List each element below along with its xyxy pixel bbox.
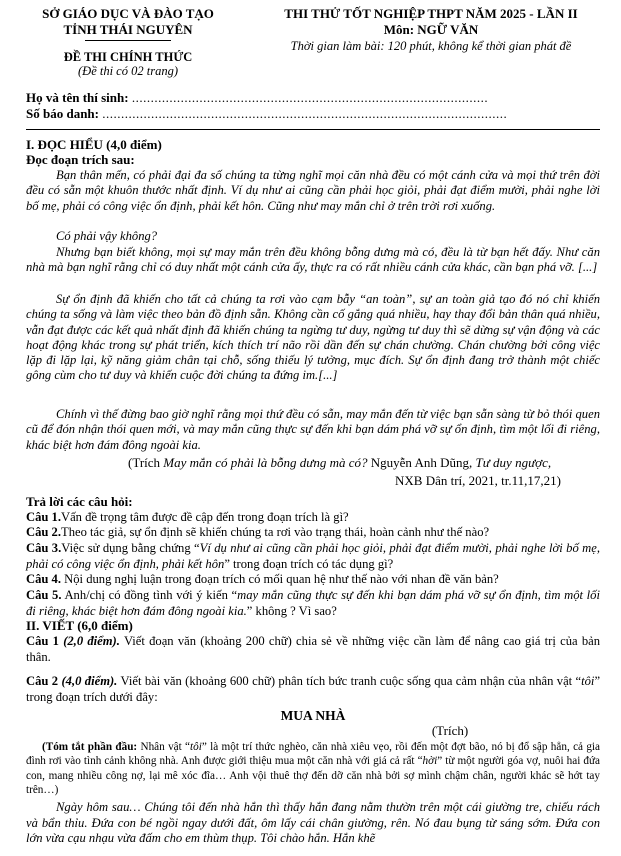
province-name: TỈNH THÁI NGUYÊN bbox=[63, 22, 193, 37]
part2-heading: II. VIẾT (6,0 điểm) bbox=[26, 618, 133, 633]
exam-time: Thời gian làm bài: 120 phút, không kể thời gian phát đề bbox=[290, 39, 572, 53]
source-line-1 bbox=[128, 455, 551, 471]
source-line-2: NXB Dân trí, 2021, tr.11,17,21) bbox=[395, 473, 561, 488]
writing-question-2 bbox=[26, 674, 600, 705]
writing-question-2-text-b: ” trong đoạn trích dưới đây: bbox=[26, 674, 601, 704]
writing-question-2-toi: tôi bbox=[581, 674, 595, 688]
story-paragraph-1: Ngày hôm sau… Chúng tôi đến nhà hắn thì thấy hắn đang nằm thườn trên một cái giường tre, chiếu rách và bẩn thỉu. Đứa con bé ngồi ngay dưới đất, ôm lấy cái chân giường, rên. Nó đau bụng từ sáng sớm. Đứa con lớn vừa cạu nhạu vừa đấm cho em thùm thụp. Tôi chào hắn. Hắn khẽ bbox=[26, 800, 600, 846]
question-4-text: Nội dung nghị luận trong đoạn trích có mối quan hệ như thế nào với nhan đề văn bản? bbox=[64, 572, 499, 586]
summary-text-a: Nhân vật “ bbox=[137, 741, 191, 753]
writing-question-1 bbox=[26, 634, 600, 665]
candidate-name-blank: ............................................................................................... bbox=[131, 90, 489, 105]
subject-label: Môn: NGỮ VĂN bbox=[383, 22, 479, 37]
candidate-id-blank: ............................................................................................................ bbox=[102, 106, 508, 121]
candidate-name-label: Họ và tên thí sinh: bbox=[26, 90, 129, 105]
summary-text-b: ” là một trí thức nghèo, căn nhà xiêu vẹo, rồi đến một đợt bão, nó bị đổ sập hẳn, cả gia đình rơi vào tình cảnh không nhà. Anh được giới thiệu mua một căn nhà với giá cả rất “ bbox=[26, 741, 601, 768]
question-2-text: Theo tác giả, sự ổn định sẽ khiến chúng ta rơi vào trạng thái, hoàn cảnh như thế nào? bbox=[61, 525, 490, 539]
passage-paragraph-4: Sự ổn định đã khiến cho tất cả chúng ta rơi vào cạm bẫy “an toàn”, sự an toàn giả tạo đó nó chỉ khiến chúng ta sống và làm việc theo bản đồ định sẵn. Không cần cố gắng quá nhiều, hay thay đổi bản thân quá nhiều, vẫn đạt được các kết quả nhất định đã khiến chúng ta ngừng tư duy, ngừng tư duy thì sẽ dừng sự vận động và các hoạt động khác trong sự phát triển, kích thích trí não rồi dần đến sự chán chường. Chán chường bởi công việc lặp đi lặp lại, kỹ năng giảm chân tại chỗ, sống thiếu lý tưởng, mục đích. Sự ổn định đang trở thành một chiếc gông cùm cho tư duy và khiến cuộc đời chúng ta đứng im.[...] bbox=[26, 292, 600, 383]
question-2 bbox=[26, 525, 600, 541]
summary-hoi: hời bbox=[422, 755, 438, 768]
question-4-label: Câu 4. bbox=[26, 572, 61, 586]
summary-toi: tôi bbox=[190, 741, 202, 753]
passage-paragraph-1: Bạn thân mến, có phải đại đa số chúng ta từng nghĩ mọi căn nhà đều có một cánh cửa và mọi thứ trên đời đều có sẵn một khuôn thước nhất định. Ví dụ như ai cũng cần phải học giỏi, phải đạt điểm mười, phải nghe lời bố mẹ, phải có công việc ổn định, phải kết hôn. Cũng như may mắn chỉ ở trên trời rơi xuống. bbox=[26, 168, 600, 213]
summary-label: (Tóm tắt phần đầu: bbox=[42, 741, 138, 753]
header-divider bbox=[26, 129, 600, 130]
candidate-id-label: Số báo danh: bbox=[26, 106, 99, 121]
source-title: May mắn có phải là bỗng dưng mà có? bbox=[163, 455, 368, 470]
writing-question-2-text-a: Viết bài văn (khoảng 600 chữ) phân tích bức tranh cuộc sống qua cảm nhận của nhân vật “ bbox=[120, 674, 582, 688]
question-3-label: Câu 3. bbox=[26, 541, 62, 555]
question-5-label: Câu 5. bbox=[26, 588, 62, 602]
pages-note: (Đề thi có 02 trang) bbox=[78, 64, 178, 78]
question-3 bbox=[26, 541, 600, 572]
writing-question-1-text: Viết đoạn văn (khoảng 200 chữ) chia sẻ về những việc cần làm để nâng cao giá trị của bản thân. bbox=[26, 634, 601, 664]
question-1-text: Vấn đề trọng tâm được đề cập đến trong đoạn trích là gì? bbox=[61, 510, 349, 524]
writing-question-1-label: Câu 1 bbox=[26, 634, 59, 648]
passage-paragraph-3: Nhưng bạn biết không, mọi sự may mắn trên đều không bỗng dưng mà có, đều là từ bạn hết đấy. Như căn nhà mà bạn nghĩ rằng chỉ có duy nhất một cánh cửa ấy, thực ra có rất nhiều cánh cửa khác, cần bạn phá vỡ. [...] bbox=[26, 245, 600, 275]
read-label: Đọc đoạn trích sau: bbox=[26, 152, 135, 167]
department-name: SỞ GIÁO DỤC VÀ ĐÀO TẠO bbox=[42, 6, 214, 21]
source-author: Nguyễn Anh Dũng, bbox=[367, 455, 476, 470]
question-5-quote: may mắn cũng thực sự đến khi bạn dám phá vỡ sự ổn định, tìm một lối đi riêng, khác biệt hơn đám đông ngoài kia. bbox=[26, 588, 600, 618]
question-3-quote: Ví dụ như ai cũng cần phải học giỏi, phải đạt điểm mười, phải nghe lời bố mẹ, phải có công việc ổn định, phải kết hôn bbox=[26, 541, 600, 571]
summary-text-c: ” từ một người góa vợ, nuôi hai đứa con, mang nhiều công nợ, lại mê xóc đĩa… Anh vội thuê thợ đến dỡ căn nhà bởi sợ mình chậm chân, người khác sẽ hớt tay trên…) bbox=[26, 755, 600, 796]
question-5-text-a: Anh/chị có đồng tình với ý kiến “ bbox=[64, 588, 238, 602]
question-2-label: Câu 2. bbox=[26, 525, 61, 539]
story-title: MUA NHÀ bbox=[280, 708, 346, 723]
part1-heading: I. ĐỌC HIỂU (4,0 điểm) bbox=[26, 137, 162, 152]
source-book: Tư duy ngược, bbox=[475, 455, 552, 470]
story-summary bbox=[26, 740, 600, 797]
passage-paragraph-2: Có phải vậy không? bbox=[56, 229, 158, 243]
writing-question-1-score: (2,0 điểm). bbox=[63, 634, 120, 648]
candidate-id-row bbox=[26, 106, 507, 122]
question-3-text-b: ” trong đoạn trích có tác dụng gì? bbox=[224, 556, 394, 571]
question-3-text-a: Việc sử dụng bằng chứng “ bbox=[61, 541, 200, 555]
header-left-underline bbox=[85, 40, 171, 41]
story-note: (Trích) bbox=[431, 723, 469, 738]
question-1 bbox=[26, 510, 600, 526]
question-4 bbox=[26, 572, 600, 588]
exam-title: THI THỬ TỐT NGHIỆP THPT NĂM 2025 - LẦN II bbox=[284, 6, 578, 21]
writing-question-2-score: (4,0 điểm). bbox=[61, 674, 118, 688]
official-label: ĐỀ THI CHÍNH THỨC bbox=[63, 50, 193, 64]
question-5-text-b: ” không ? Vì sao? bbox=[246, 603, 337, 618]
passage-paragraph-5: Chính vì thế đừng bao giờ nghĩ rằng mọi thứ đều có sẵn, may mắn đến từ việc bạn sẵn sàng từ bỏ thói quen cũ để đón nhận thói quen mới, và may mắn cũng thực sự đến khi bạn dám phá vỡ sự ổn định, tìm một lối đi riêng, khác biệt hơn đám đông ngoài kia. bbox=[26, 407, 600, 452]
writing-question-2-label: Câu 2 bbox=[26, 674, 59, 688]
question-5 bbox=[26, 588, 600, 619]
answer-label: Trả lời các câu hỏi: bbox=[26, 494, 133, 509]
candidate-name-row bbox=[26, 90, 488, 106]
question-1-label: Câu 1. bbox=[26, 510, 61, 524]
source-prefix: (Trích bbox=[128, 455, 164, 470]
